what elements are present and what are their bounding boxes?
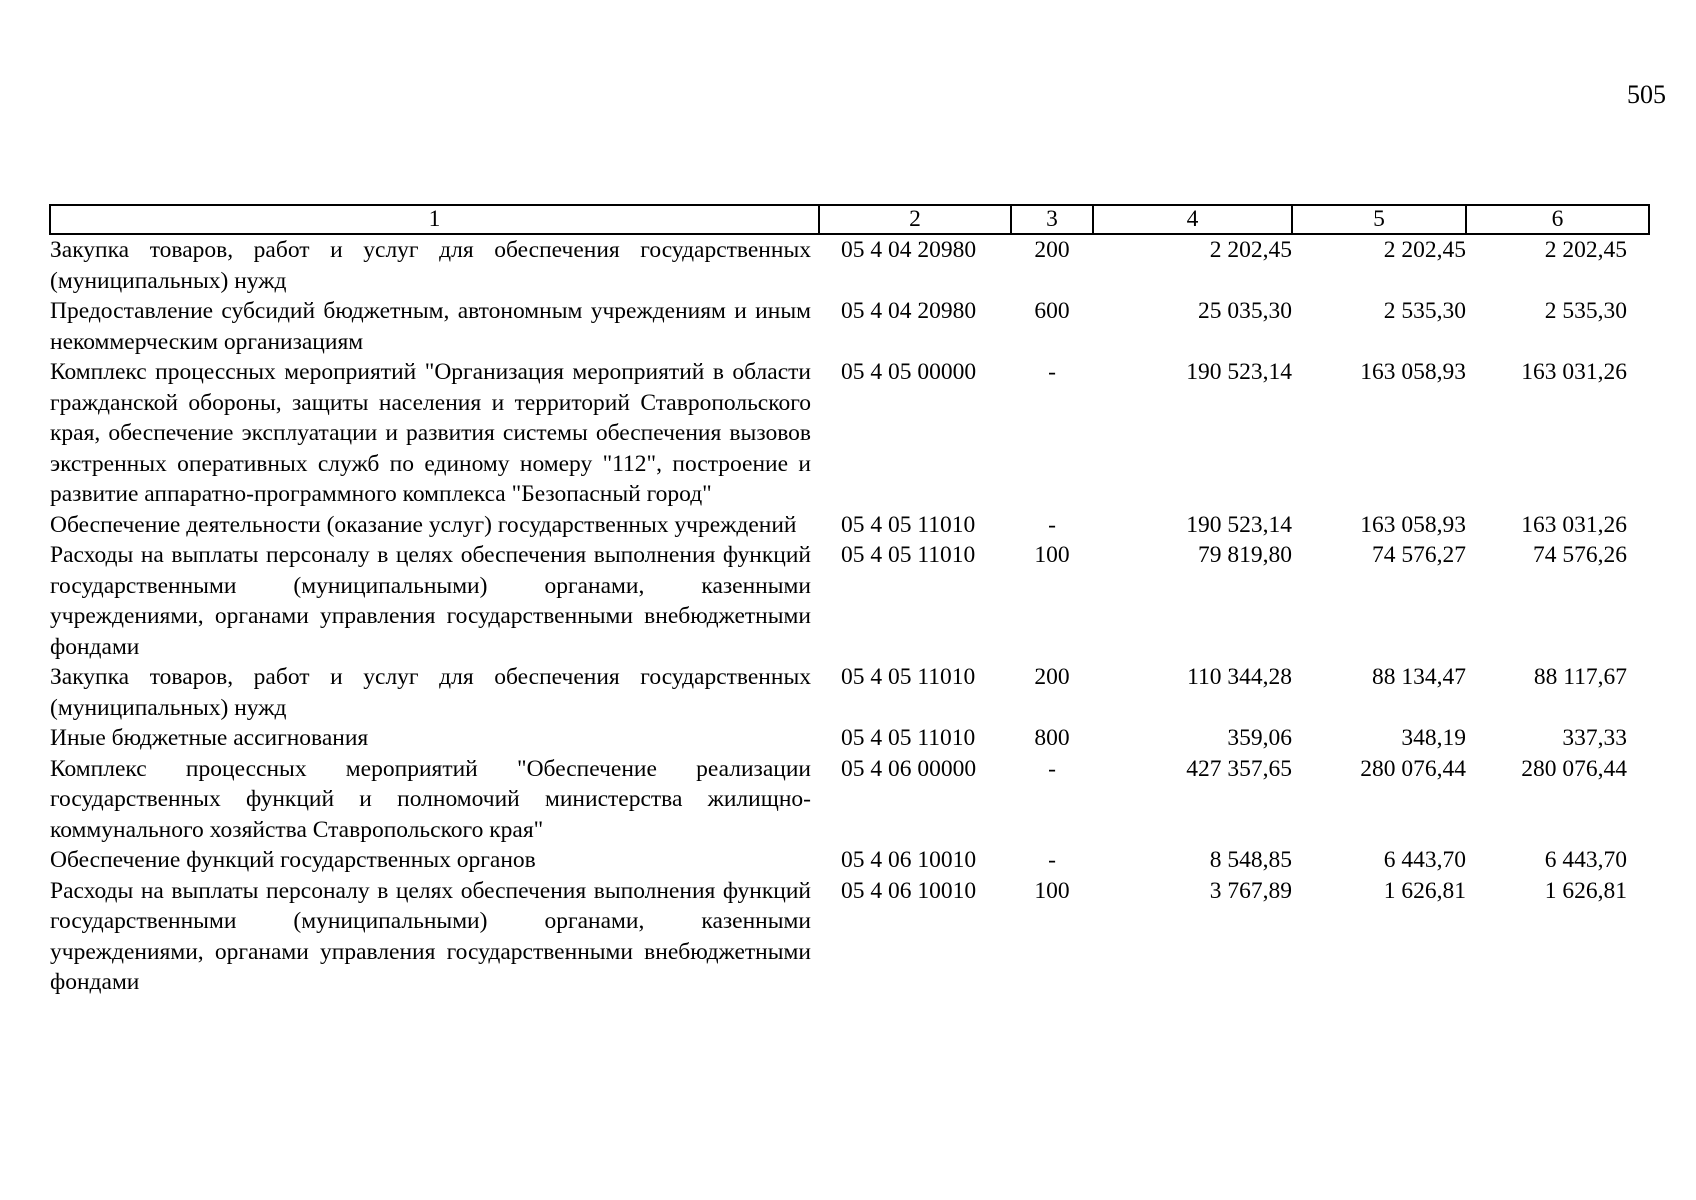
row-expense-type: 100	[1034, 542, 1070, 568]
table-body	[50, 234, 1649, 998]
table-row	[50, 754, 1649, 846]
row-amount-1: 3 767,89	[1209, 877, 1292, 904]
row-amount-1: 25 035,30	[1198, 298, 1292, 324]
row-name: Расходы на выплаты персоналу в целях обеспечения выполнения функций государственными (муниципальными) органами, казенными учреждениями, органами управления государственными внебюджетными фондами	[50, 877, 811, 995]
row-name: Расходы на выплаты персоналу в целях обеспечения выполнения функций государственными (муниципальными) органами, казенными учреждениями, органами управления государственными внебюджетными фондами	[50, 542, 811, 660]
row-amount-1: 190 523,14	[1186, 359, 1292, 385]
row-amount-2: 88 134,47	[1372, 664, 1466, 690]
row-amount-3: 2 202,45	[1544, 237, 1627, 263]
row-expense-type: -	[1048, 359, 1056, 385]
row-name: Обеспечение деятельности (оказание услуг) государственных учреждений	[50, 511, 797, 538]
row-target-code: 05 4 04 20980	[841, 237, 977, 263]
row-amount-1: 79 819,80	[1198, 542, 1292, 568]
row-amount-3: 337,33	[1562, 725, 1627, 751]
table-row	[50, 540, 1649, 662]
row-expense-type: 200	[1034, 664, 1070, 690]
row-amount-3: 163 031,26	[1521, 511, 1627, 538]
header-col-5: 5	[1292, 205, 1466, 234]
row-amount-3: 6 443,70	[1544, 847, 1627, 873]
row-amount-2: 74 576,27	[1372, 542, 1466, 568]
table-header-row	[50, 205, 1649, 234]
row-target-code: 05 4 06 10010	[841, 877, 977, 904]
row-expense-type: -	[1048, 511, 1056, 538]
row-expense-type: 100	[1034, 877, 1070, 904]
row-amount-2: 2 535,30	[1383, 298, 1466, 324]
row-amount-3: 88 117,67	[1533, 664, 1627, 690]
row-name: Обеспечение функций государственных органов	[50, 847, 536, 873]
row-name: Предоставление субсидий бюджетным, автономным учреждениям и иным некоммерческим организациям	[50, 298, 811, 355]
row-amount-2: 163 058,93	[1360, 511, 1466, 538]
row-expense-type: 800	[1034, 725, 1070, 751]
row-amount-3: 280 076,44	[1521, 755, 1627, 782]
row-target-code: 05 4 06 10010	[841, 847, 977, 873]
table-row	[50, 662, 1649, 723]
budget-table	[49, 204, 1650, 998]
row-name: Иные бюджетные ассигнования	[50, 725, 369, 751]
row-target-code: 05 4 05 11010	[841, 725, 976, 751]
row-amount-1: 427 357,65	[1186, 755, 1292, 782]
row-target-code: 05 4 05 11010	[841, 511, 976, 538]
row-amount-2: 6 443,70	[1383, 847, 1466, 873]
table-row	[50, 510, 1649, 541]
row-amount-2: 348,19	[1401, 725, 1466, 751]
row-name: Комплекс процессных мероприятий "Обеспечение реализации государственных функций и полномочий министерства жилищно-коммунального хозяйства Ставропольского края"	[50, 755, 811, 843]
row-amount-3: 74 576,26	[1533, 542, 1627, 568]
row-amount-3: 1 626,81	[1544, 877, 1627, 904]
row-name: Закупка товаров, работ и услуг для обеспечения государственных (муниципальных) нужд	[50, 237, 811, 294]
row-target-code: 05 4 05 00000	[841, 359, 977, 385]
row-amount-1: 359,06	[1227, 725, 1292, 751]
table-row	[50, 723, 1649, 754]
header-col-3: 3	[1011, 205, 1093, 234]
table-row	[50, 845, 1649, 876]
row-target-code: 05 4 05 11010	[841, 542, 976, 568]
row-amount-2: 163 058,93	[1360, 359, 1466, 385]
row-name: Комплекс процессных мероприятий "Организация мероприятий в области гражданской обороны, защиты населения и территорий Ставропольского края, обеспечение эксплуатации и развития системы обеспечения вызовов экстренных оперативных служб по единому номеру "112", построение и развитие аппаратно-программного комплекса "Безопасный город"	[50, 359, 811, 507]
row-amount-2: 1 626,81	[1383, 877, 1466, 904]
row-expense-type: 200	[1034, 237, 1070, 263]
header-col-1: 1	[50, 205, 819, 234]
table-row	[50, 357, 1649, 510]
row-target-code: 05 4 05 11010	[841, 664, 976, 690]
row-expense-type: 600	[1034, 298, 1070, 324]
row-amount-1: 2 202,45	[1209, 237, 1292, 263]
row-expense-type: -	[1048, 755, 1056, 782]
row-amount-2: 2 202,45	[1383, 237, 1466, 263]
page-number: 505	[1627, 80, 1666, 109]
row-target-code: 05 4 04 20980	[841, 298, 977, 324]
header-col-4: 4	[1093, 205, 1292, 234]
header-col-2: 2	[819, 205, 1011, 234]
table-row	[50, 296, 1649, 357]
row-expense-type: -	[1048, 847, 1056, 873]
row-amount-3: 163 031,26	[1521, 359, 1627, 385]
row-amount-1: 110 344,28	[1187, 664, 1292, 690]
table-row	[50, 876, 1649, 998]
row-amount-1: 190 523,14	[1186, 511, 1292, 538]
row-amount-2: 280 076,44	[1360, 755, 1466, 782]
row-amount-1: 8 548,85	[1209, 847, 1292, 873]
header-col-6: 6	[1466, 205, 1649, 234]
table-row	[50, 234, 1649, 296]
row-target-code: 05 4 06 00000	[841, 755, 977, 782]
row-name: Закупка товаров, работ и услуг для обеспечения государственных (муниципальных) нужд	[50, 664, 811, 721]
row-amount-3: 2 535,30	[1544, 298, 1627, 324]
